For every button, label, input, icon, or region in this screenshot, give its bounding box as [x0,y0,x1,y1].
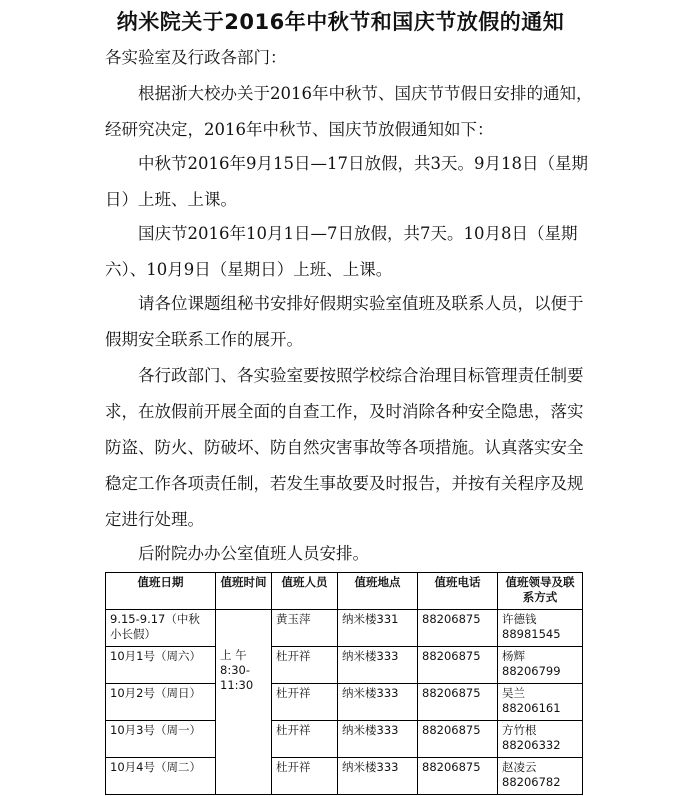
table-row [106,684,583,721]
cell-person: 杜开祥 [272,758,338,795]
cell-phone: 88206875 [418,647,498,684]
paragraph-5: 各行政部门、各实验室要按照学校综合治理目标管理责任制要求，在放假前开展全面的自查工作，及时消除各种安全隐患，落实防盗、防火、防破坏、防自然灾害事故等各项措施。认真落实安全稳定工作各项责任制，若发生事故要及时报告，并按有关程序及规定进行处理。 [105,366,584,529]
cell-phone: 88206875 [418,721,498,758]
cell-time: 上 午 8:30-11:30 [216,610,272,795]
cell-place: 纳米楼331 [338,610,418,647]
header-date: 值班日期 [106,573,216,610]
cell-date: 10月1号（周六） [106,647,216,684]
leader-name: 杨辉 [502,649,525,663]
paragraph-2: 中秋节2016年9月15日—17日放假，共3天。9月18日（星期日）上班、上课。 [105,154,588,209]
cell-leader [498,684,583,721]
header-place: 值班地点 [338,573,418,610]
header-time: 值班时间 [216,573,272,610]
cell-place: 纳米楼333 [338,684,418,721]
duty-table [105,572,583,795]
paragraph-4: 请各位课题组秘书安排好假期实验室值班及联系人员，以便于假期安全联系工作的展开。 [105,294,584,349]
cell-person: 黄玉萍 [272,610,338,647]
table-row [106,647,583,684]
cell-person: 杜开祥 [272,647,338,684]
salutation: 各实验室及行政各部门： [105,48,287,67]
table-row [106,610,583,647]
cell-person: 杜开祥 [272,684,338,721]
leader-name: 吴兰 [502,686,525,700]
cell-date: 10月2号（周日） [106,684,216,721]
cell-leader [498,610,583,647]
paragraph-3: 国庆节2016年10月1日—7日放假，共7天。10月8日（星期六）、10月9日（星期日）上班、上课。 [105,224,578,279]
paragraph-1: 根据浙大校办关于2016年中秋节、国庆节节假日安排的通知，经研究决定，2016年中秋节、国庆节放假通知如下： [105,84,593,139]
leader-name: 方竹根 [502,723,537,737]
leader-phone: 88206799 [502,664,561,678]
cell-phone: 88206875 [418,758,498,795]
leader-name: 赵凌云 [502,760,537,774]
leader-phone: 88206782 [502,775,561,789]
header-person: 值班人员 [272,573,338,610]
cell-phone: 88206875 [418,610,498,647]
table-row [106,721,583,758]
paragraph-6: 后附院办办公室值班人员安排。 [138,544,369,563]
cell-date: 9.15-9.17（中秋小长假） [106,610,216,647]
cell-place: 纳米楼333 [338,721,418,758]
cell-date: 10月4号（周二） [106,758,216,795]
cell-leader [498,647,583,684]
cell-leader [498,721,583,758]
header-phone: 值班电话 [418,573,498,610]
notice-title: 纳米院关于2016年中秋节和国庆节放假的通知 [116,10,565,34]
cell-place: 纳米楼333 [338,758,418,795]
table-header-row [106,573,583,610]
cell-phone: 88206875 [418,684,498,721]
cell-date: 10月3号（周一） [106,721,216,758]
leader-phone: 88206161 [502,701,561,715]
cell-leader [498,758,583,795]
leader-phone: 88206332 [502,738,561,752]
leader-name: 许德钱 [502,612,537,626]
leader-phone: 88981545 [502,627,561,641]
cell-person: 杜开祥 [272,721,338,758]
cell-place: 纳米楼333 [338,647,418,684]
header-leader: 值班领导及联系方式 [498,573,583,610]
table-row [106,758,583,795]
